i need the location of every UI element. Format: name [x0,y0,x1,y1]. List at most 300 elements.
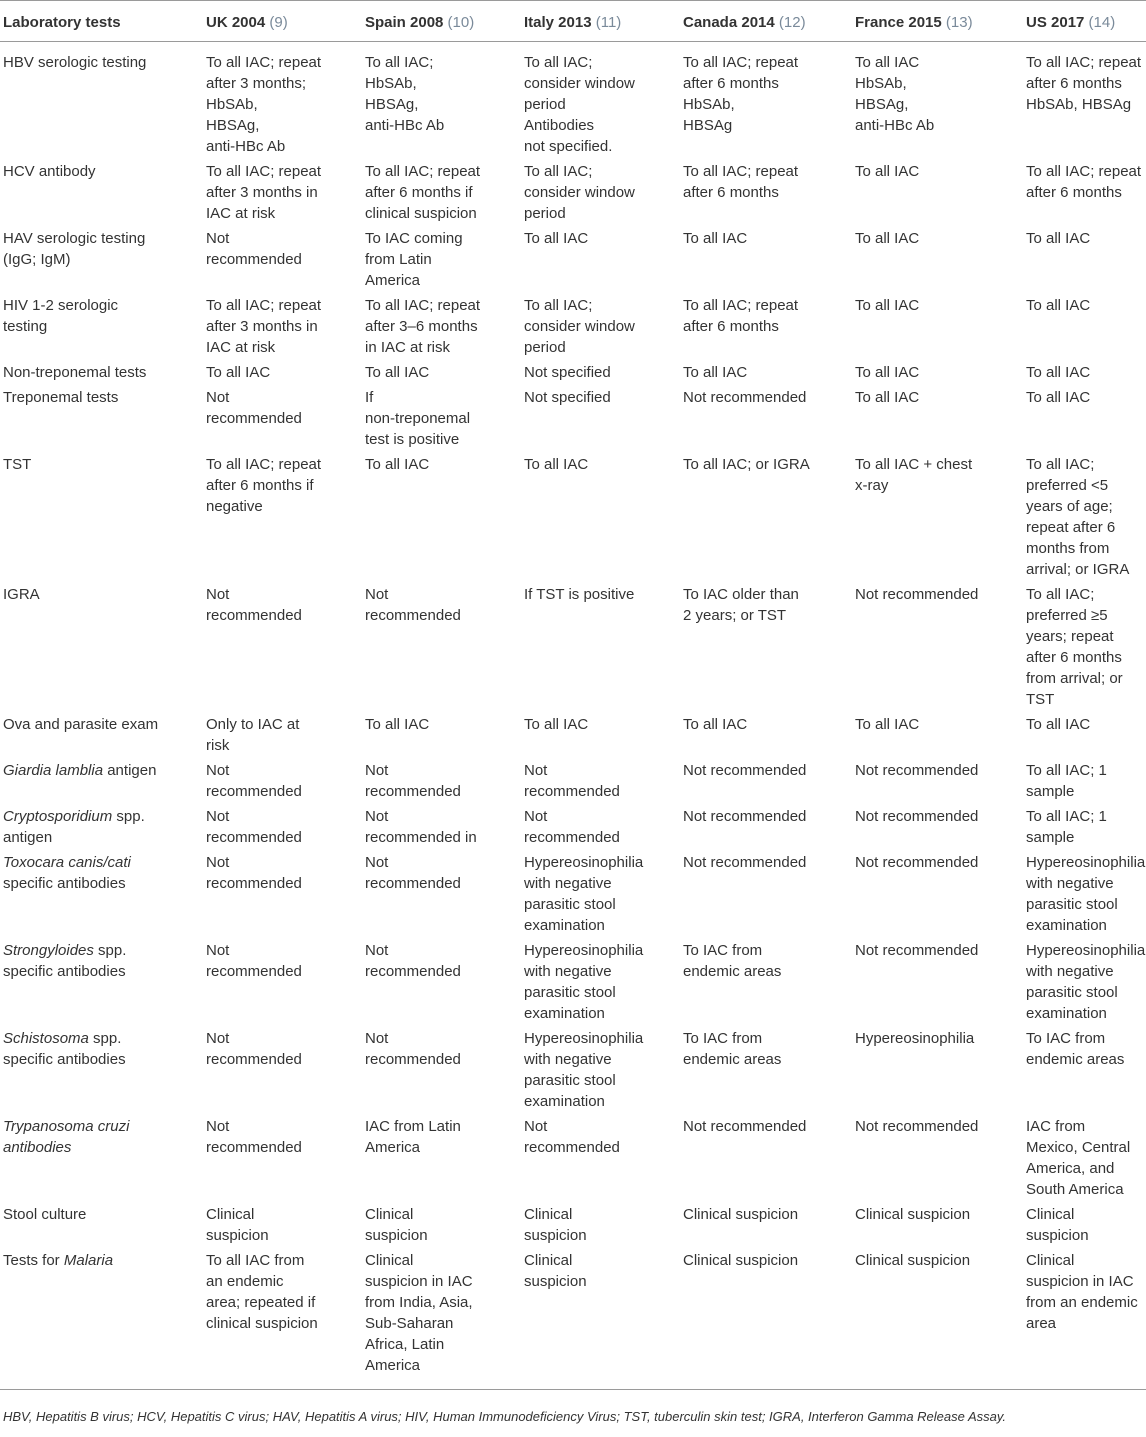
recommendation-line: after 6 months [1026,184,1122,201]
table-body [0,42,1146,1390]
recommendation-line: 2 years; or TST [683,607,787,624]
recommendation-line: Not recommended [683,762,807,779]
recommendation-line: To IAC from [683,1030,763,1047]
recommendation-line: To all IAC [855,297,920,314]
recommendation-line: recommended [524,783,620,800]
table-row [0,852,1146,940]
column-header-label: Spain 2008 [365,14,448,31]
recommendation-cell [852,806,1023,852]
recommendation-line: from an endemic [1026,1294,1138,1311]
table-footnote: HBV, Hepatitis B virus; HCV, Hepatitis C virus; HAV, Hepatitis A virus; HIV, Human Immunodeficiency Virus; TST, tuberculin skin test; IGRA, Interferon Gamma Release Assay. [3,1409,1007,1424]
recommendation-line: period [524,205,566,222]
table-row [0,42,1146,162]
recommendation-line: Hypereosinophilia [524,942,644,959]
test-name-text: Cryptosporidium [3,808,113,825]
recommendation-line: anti-HBc Ab [365,117,445,134]
recommendation-cell [362,584,521,714]
recommendation-line: recommended [206,607,302,624]
recommendation-line: HbSAb, [855,75,907,92]
column-header-label: UK 2004 [206,14,270,31]
recommendation-line: repeat after 6 [1026,519,1116,536]
test-name-cell [0,387,203,454]
test-name-text: Giardia lamblia [3,762,104,779]
recommendation-line: Not [365,808,389,825]
recommendation-cell [852,852,1023,940]
test-name-line [3,827,199,848]
test-name-cell [0,295,203,362]
recommendation-cell [1023,387,1146,454]
recommendation-line: If [365,389,374,406]
recommendation-cell [852,1250,1023,1390]
recommendation-line: To all IAC; repeat [1026,54,1142,71]
recommendation-line: To all IAC from [206,1252,305,1269]
recommendation-cell [203,1204,362,1250]
recommendation-line: TST [1026,691,1055,708]
recommendation-cell [203,806,362,852]
recommendation-line: from Latin [365,251,432,268]
recommendation-cell [680,1028,852,1116]
recommendation-line: consider window [524,184,635,201]
recommendation-cell [362,1028,521,1116]
recommendation-line: Not [524,1118,548,1135]
table-row [0,1028,1146,1116]
test-name-line [3,940,199,961]
recommendation-cell [521,362,680,387]
column-header [0,1,203,42]
recommendation-line: HbSAb, HBSAg [1026,96,1132,113]
recommendation-line: IAC at risk [206,339,276,356]
recommendation-cell [362,161,521,228]
recommendation-line: To all IAC [1026,230,1091,247]
recommendation-line: To all IAC + chest [855,456,973,473]
recommendation-line: suspicion [524,1227,587,1244]
recommendation-line: after 6 months [683,184,779,201]
table-row [0,940,1146,1028]
recommendation-line: after 6 months [683,75,779,92]
column-header-label: Laboratory tests [3,14,121,31]
recommendation-line: To all IAC; repeat [206,297,322,314]
recommendation-line: after 6 months [683,318,779,335]
recommendation-cell [203,295,362,362]
recommendation-line: To all IAC; repeat [206,163,322,180]
recommendation-line: Not [365,586,389,603]
recommendation-cell [203,714,362,760]
recommendation-line: Not recommended [683,854,807,871]
column-header [1023,1,1146,42]
recommendation-line: Not [524,808,548,825]
test-name-text: spp. [93,942,127,959]
recommendation-line: Not [206,230,230,247]
recommendation-line: Not recommended [683,389,807,406]
recommendation-cell [852,1028,1023,1116]
recommendation-line: with negative [524,875,612,892]
recommendation-line: Clinical [524,1206,573,1223]
recommendation-line: Not [206,389,230,406]
recommendation-line: examination [524,1093,605,1110]
recommendation-line: endemic areas [1026,1051,1125,1068]
test-name-line [3,760,199,781]
recommendation-cell [852,584,1023,714]
test-name-text: Toxocara canis/cati [3,854,131,871]
recommendation-line: To all IAC [1026,716,1091,733]
recommendation-cell [521,161,680,228]
recommendation-cell [203,42,362,162]
recommendation-line: recommended in [365,829,477,846]
recommendation-line: with negative [524,1051,612,1068]
test-name-text: HIV 1-2 serologic [3,297,119,314]
recommendation-line: consider window [524,318,635,335]
recommendation-cell [203,584,362,714]
recommendation-line: clinical suspicion [365,205,477,222]
recommendation-line: suspicion in IAC [1026,1273,1134,1290]
recommendation-line: period [524,96,566,113]
recommendation-cell [521,806,680,852]
table-row [0,1250,1146,1390]
test-name-cell [0,228,203,295]
recommendation-cell [680,228,852,295]
recommendation-cell [203,387,362,454]
recommendation-cell [1023,295,1146,362]
test-name-cell [0,362,203,387]
recommendation-line: To IAC older than [683,586,799,603]
recommendation-line: HbSAb, [365,75,417,92]
reference-number: (11) [595,14,622,31]
recommendation-cell [362,387,521,454]
recommendation-cell [680,1250,852,1390]
recommendation-line: To all IAC [683,716,748,733]
test-name-text: TST [3,456,32,473]
test-name-cell [0,1028,203,1116]
table-row [0,387,1146,454]
recommendation-line: Not specified [524,389,611,406]
recommendation-line: America [365,1357,421,1374]
recommendation-line: Clinical [1026,1206,1075,1223]
test-name-line [3,584,199,605]
test-name-cell [0,760,203,806]
recommendation-line: To all IAC; [1026,586,1095,603]
recommendation-cell [1023,42,1146,162]
recommendation-line: HBSAg, [365,96,419,113]
recommendation-cell [852,228,1023,295]
recommendation-cell [521,760,680,806]
recommendation-line: with negative [1026,875,1114,892]
column-header [203,1,362,42]
recommendation-cell [203,852,362,940]
recommendation-line: To all IAC [365,456,430,473]
recommendation-line: after 3 months; [206,75,307,92]
test-name-text: IGRA [3,586,40,603]
reference-number: (10) [447,14,475,31]
test-name-line [3,1116,199,1137]
test-name-cell [0,42,203,162]
recommendation-cell [1023,228,1146,295]
recommendation-line: suspicion in IAC [365,1273,473,1290]
recommendation-line: Not [206,1118,230,1135]
recommendation-cell [203,760,362,806]
recommendation-line: HBSAg [683,117,733,134]
test-name-text: specific antibodies [3,875,126,892]
recommendation-cell [362,228,521,295]
recommendation-cell [203,1028,362,1116]
recommendation-line: parasitic stool [524,984,616,1001]
recommendation-line: parasitic stool [1026,896,1118,913]
test-name-line [3,249,199,270]
test-name-line [3,295,199,316]
table-row [0,714,1146,760]
recommendation-line: recommended [365,783,461,800]
test-name-text: Trypanosoma cruzi [3,1118,130,1135]
recommendation-line: recommended [365,963,461,980]
test-name-line [3,1137,199,1158]
test-name-line [3,873,199,894]
recommendation-cell [1023,852,1146,940]
recommendation-line: To all IAC; [524,54,593,71]
recommendation-line: America, and [1026,1160,1115,1177]
test-name-cell [0,454,203,584]
recommendation-line: with negative [524,963,612,980]
recommendation-line: Not [206,808,230,825]
recommendation-line: To all IAC [855,163,920,180]
recommendation-line: recommended [524,1139,620,1156]
recommendation-cell [680,760,852,806]
recommendation-line: To IAC from [683,942,763,959]
recommendation-cell [362,42,521,162]
test-name-text: antigen [3,829,53,846]
recommendation-line: Not recommended [855,854,979,871]
recommendation-line: suspicion [1026,1227,1089,1244]
recommendation-cell [1023,1204,1146,1250]
test-name-text: antigen [103,762,157,779]
recommendation-line: Not [206,1030,230,1047]
recommendation-line: after 3 months in [206,184,318,201]
recommendation-line: Hypereosinophilia [524,1030,644,1047]
recommendation-cell [203,1116,362,1204]
recommendation-line: recommended [206,1139,302,1156]
recommendation-cell [1023,1028,1146,1116]
recommendation-line: To all IAC [683,230,748,247]
recommendation-line: years; repeat [1026,628,1114,645]
recommendation-line: non-treponemal [365,410,471,427]
test-name-cell [0,1204,203,1250]
recommendation-line: To all IAC; repeat [206,456,322,473]
test-name-text: Tests for [3,1252,64,1269]
recommendation-cell [203,228,362,295]
recommendation-line: To all IAC; repeat [1026,163,1142,180]
recommendation-line: HbSAb, [683,96,735,113]
recommendation-line: Not recommended [683,808,807,825]
recommendation-line: examination [1026,917,1107,934]
recommendation-cell [203,1250,362,1390]
recommendation-cell [521,940,680,1028]
column-header-label: Italy 2013 [524,14,596,31]
recommendation-line: To all IAC [683,364,748,381]
recommendation-line: To all IAC; [1026,456,1095,473]
recommendation-line: To all IAC [855,716,920,733]
recommendation-cell [203,454,362,584]
recommendation-line: after 6 months if [206,477,314,494]
recommendation-cell [680,42,852,162]
recommendation-cell [852,1116,1023,1204]
recommendation-line: anti-HBc Ab [206,138,286,155]
column-header [521,1,680,42]
recommendation-line: To all IAC [206,364,271,381]
recommendation-cell [680,940,852,1028]
recommendation-line: after 6 months [1026,75,1122,92]
recommendation-cell [521,228,680,295]
test-name-cell [0,161,203,228]
recommendation-line: recommended [206,783,302,800]
recommendation-line: America [365,1139,421,1156]
recommendation-line: examination [1026,1005,1107,1022]
recommendation-line: To all IAC; [524,297,593,314]
test-name-cell [0,714,203,760]
recommendation-line: period [524,339,566,356]
table-row [0,161,1146,228]
recommendation-line: an endemic [206,1273,284,1290]
recommendation-cell [362,1204,521,1250]
test-name-line [3,52,199,73]
recommendation-line: Clinical [1026,1252,1075,1269]
recommendation-cell [852,940,1023,1028]
recommendation-line: To all IAC [855,54,920,71]
test-name-text: specific antibodies [3,963,126,980]
column-header-label: Canada 2014 [683,14,779,31]
recommendation-line: South America [1026,1181,1124,1198]
recommendation-line: To all IAC; 1 [1026,808,1107,825]
recommendation-cell [680,454,852,584]
recommendation-line: Clinical suspicion [683,1206,799,1223]
test-name-text: Malaria [63,1252,114,1269]
column-header [680,1,852,42]
recommendation-line: from arrival; or [1026,670,1123,687]
test-name-text: testing [3,318,48,335]
test-name-text: HBV serologic testing [3,54,147,71]
test-name-text: Treponemal tests [3,389,119,406]
recommendation-line: To all IAC; repeat [683,297,799,314]
recommendation-cell [521,295,680,362]
recommendation-line: Not [524,762,548,779]
recommendation-line: test is positive [365,431,460,448]
recommendation-line: anti-HBc Ab [855,117,935,134]
test-name-text: specific antibodies [3,1051,126,1068]
test-name-cell [0,806,203,852]
test-name-text: spp. [88,1030,122,1047]
recommendation-line: endemic areas [683,1051,782,1068]
recommendation-line: Not [206,586,230,603]
recommendation-cell [680,806,852,852]
recommendation-line: Not specified [524,364,611,381]
recommendation-line: Not [365,942,389,959]
recommendation-line: recommended [206,251,302,268]
test-name-line [3,454,199,475]
recommendation-line: To all IAC [855,389,920,406]
reference-number: (9) [269,14,288,31]
recommendation-line: Clinical [206,1206,255,1223]
test-name-text: antibodies [3,1139,72,1156]
table-row [0,362,1146,387]
recommendation-cell [680,584,852,714]
recommendation-cell [362,940,521,1028]
recommendation-cell [362,362,521,387]
recommendation-line: To all IAC [855,364,920,381]
reference-number: (14) [1088,14,1116,31]
recommendation-line: Africa, Latin [365,1336,445,1353]
test-name-cell [0,852,203,940]
table-row [0,454,1146,584]
table-header [0,1,1146,42]
recommendation-line: To all IAC; [524,163,593,180]
test-name-line [3,228,199,249]
test-name-line [3,1028,199,1049]
recommendation-line: To all IAC [1026,389,1091,406]
test-name-text: HAV serologic testing [3,230,146,247]
recommendation-line: after 3–6 months [365,318,478,335]
test-name-text: Ova and parasite exam [3,716,159,733]
recommendation-line: Not recommended [855,942,979,959]
recommendation-cell [521,454,680,584]
recommendation-line: endemic areas [683,963,782,980]
recommendation-line: Hypereosinophilia [524,854,644,871]
test-name-line [3,806,199,827]
table-row [0,1116,1146,1204]
recommendation-line: HbSAb, [206,96,258,113]
recommendation-line: Clinical [365,1252,414,1269]
recommendation-line: parasitic stool [524,896,616,913]
table-row [0,295,1146,362]
test-name-line [3,362,199,383]
recommendation-line: parasitic stool [1026,984,1118,1001]
recommendation-line: Mexico, Central [1026,1139,1131,1156]
recommendation-line: after 3 months in [206,318,318,335]
recommendation-cell [362,714,521,760]
recommendation-line: in IAC at risk [365,339,451,356]
reference-number: (12) [778,14,806,31]
recommendation-line: sample [1026,783,1075,800]
recommendation-line: Not recommended [855,808,979,825]
recommendation-line: Clinical [365,1206,414,1223]
recommendation-cell [1023,161,1146,228]
recommendation-line: Clinical suspicion [855,1206,971,1223]
recommendation-line: Not recommended [855,1118,979,1135]
recommendation-line: Not [365,762,389,779]
test-name-cell [0,584,203,714]
recommendation-cell [521,387,680,454]
recommendation-line: Antibodies [524,117,595,134]
recommendation-line: Sub-Saharan [365,1315,454,1332]
table-row [0,228,1146,295]
column-header [362,1,521,42]
recommendation-line: recommended [365,607,461,624]
recommendation-cell [521,1116,680,1204]
recommendation-line: area [1026,1315,1057,1332]
recommendation-line: examination [524,1005,605,1022]
test-name-text: Strongyloides [3,942,94,959]
test-name-line [3,714,199,735]
recommendation-cell [521,714,680,760]
column-header [852,1,1023,42]
recommendation-line: IAC from [1026,1118,1086,1135]
recommendation-line: To all IAC [1026,297,1091,314]
recommendation-line: recommended [365,875,461,892]
recommendation-line: recommended [206,410,302,427]
recommendation-cell [521,42,680,162]
recommendation-line: after 6 months [1026,649,1122,666]
recommendation-line: To all IAC [524,230,589,247]
test-name-text: Non-treponemal tests [3,364,147,381]
recommendation-cell [362,454,521,584]
recommendation-cell [1023,454,1146,584]
recommendation-cell [521,1028,680,1116]
